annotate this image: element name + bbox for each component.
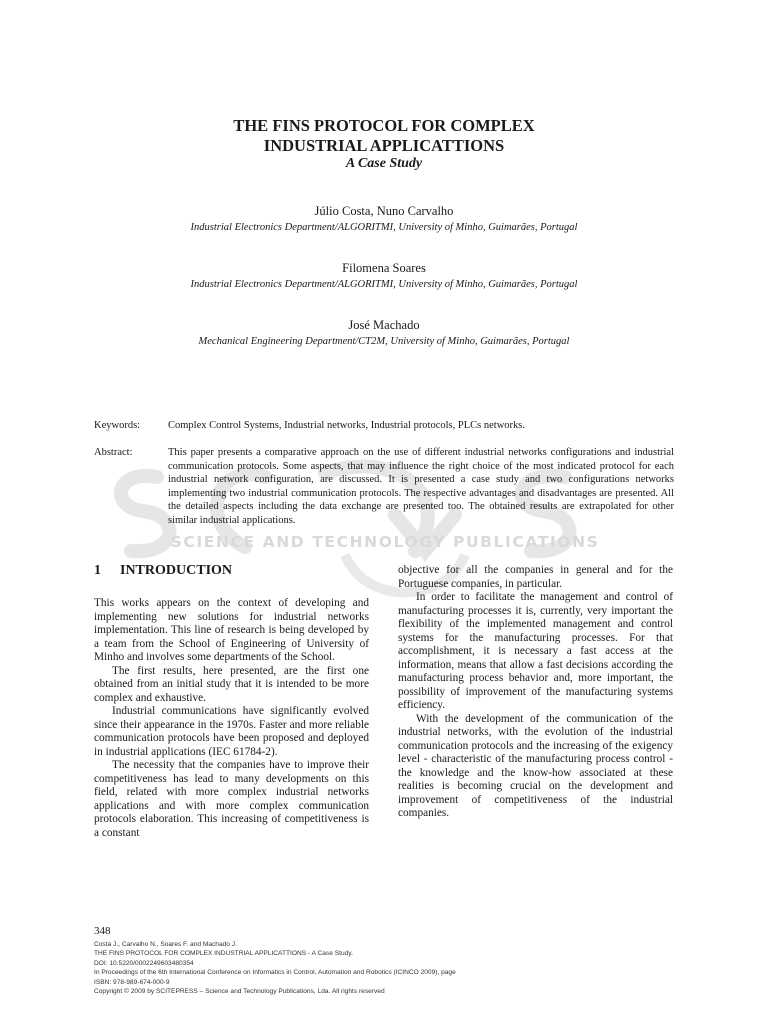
abstract-text: This paper presents a comparative approach on the use of different industrial networks configurations and industrial communication protocols. Some aspects, that may influence the right choice of the most indicated protocol for each industrial network configuration, are discussed. It is presented a case study and two configurations networks implementing two industrial communication protocols. The respective advantages and disadvantages are presented. All the detailed aspects including the data exchange are presented too. The obtained results are extrapolated for other similar industrial applications.: [168, 447, 674, 526]
keywords-row: [94, 419, 674, 433]
section-title: INTRODUCTION: [120, 563, 233, 578]
page-number: 348: [94, 925, 111, 937]
keywords-label: Keywords:: [94, 420, 141, 431]
keywords-text: Complex Control Systems, Industrial networks, Industrial protocols, PLCs networks.: [168, 420, 525, 431]
author-affiliation: Industrial Electronics Department/ALGORITMI, University of Minho, Guimarães, Portugal: [190, 279, 578, 290]
left-column: [94, 597, 369, 840]
citation-doi: DOI: 10.5220/0002249603480354: [94, 959, 194, 967]
citation-title: THE FINS PROTOCOL FOR COMPLEX INDUSTRIAL APPLICATTIONS - A Case Study.: [94, 950, 353, 958]
author-group-1: [0, 203, 768, 235]
paragraph: The necessity that the companies have to improve their competitiveness has lead to many developments on this field, related with more complex industrial networks applications and with more complex communication protocols elaboration. This increasing of competitiveness is a constant: [94, 759, 369, 839]
copyright-notice: Copyright © 2009 by SCITEPRESS – Science and Technology Publications, Lda. All rights reserved: [94, 988, 385, 996]
paper-subtitle: A Case Study: [345, 156, 423, 171]
citation-proceedings: In Proceedings of the 6th International Conference on Informatics in Control, Automation and Robotics (ICINCO 2009), page: [94, 969, 456, 977]
author-names: Filomena Soares: [342, 261, 426, 275]
paper-title: [0, 116, 768, 156]
title-line-1: THE FINS PROTOCOL FOR COMPLEX: [233, 116, 535, 135]
author-names: Júlio Costa, Nuno Carvalho: [314, 204, 454, 218]
abstract-label: Abstract:: [94, 447, 133, 458]
paragraph: With the development of the communication of the industrial networks, with the evolution of the industrial communication protocols and the increasing of the exigency level - characteristic of the manufacturing process control - the knowledge and the know-how associated at these realities is becoming crucial on the development and improvement of competitiveness of the industrial companies.: [398, 712, 673, 819]
paragraph: This works appears on the context of developing and implementing new solutions for industrial networks implementation. This line of research is being developed by a team from the School of Engineering of University of Minho and involves some departments of the School.: [94, 597, 369, 663]
paragraph: The first results, here presented, are the first one obtained from an initial study that it is intended to be more complex and exhaustive.: [94, 664, 369, 704]
section-number: 1: [94, 563, 101, 578]
paragraph: Industrial communications have significantly evolved since their appearance in the 1970s. Faster and more reliable communication protocols have been proposed and deployed in industrial applications (IEC 61784-2).: [94, 705, 369, 758]
paragraph: In order to facilitate the management and control of manufacturing processes it is, currently, very important the flexibility of the implemented management and control systems for the manufacturing processes. For that accomplishment, it is necessary a fast access at the information, means that allow a fast decisions according the manufacturing process behavior and, more important, the possibility of improvement of the manufacturing systems efficiency.: [398, 591, 673, 711]
author-affiliation: Mechanical Engineering Department/CT2M, University of Minho, Guimarães, Portugal: [198, 336, 570, 347]
abstract-row: [94, 446, 674, 528]
author-group-2: [0, 260, 768, 292]
author-group-3: [0, 317, 768, 349]
section-heading-introduction: [94, 563, 232, 579]
author-affiliation: Industrial Electronics Department/ALGORITMI, University of Minho, Guimarães, Portugal: [190, 222, 578, 233]
citation-authors: Costa J., Carvalho N., Soares F. and Machado J.: [94, 941, 237, 948]
paragraph: objective for all the companies in general and for the Portuguese companies, in particular.: [398, 564, 673, 590]
page-footer: [94, 925, 694, 996]
title-line-2: INDUSTRIAL APPLICATTIONS: [263, 136, 505, 155]
citation-isbn: ISBN: 978-989-674-000-9: [94, 978, 170, 986]
author-names: José Machado: [348, 318, 420, 332]
watermark-text: SCIENCE AND TECHNOLOGY PUBLICATIONS: [170, 533, 600, 551]
right-column: [398, 564, 673, 821]
